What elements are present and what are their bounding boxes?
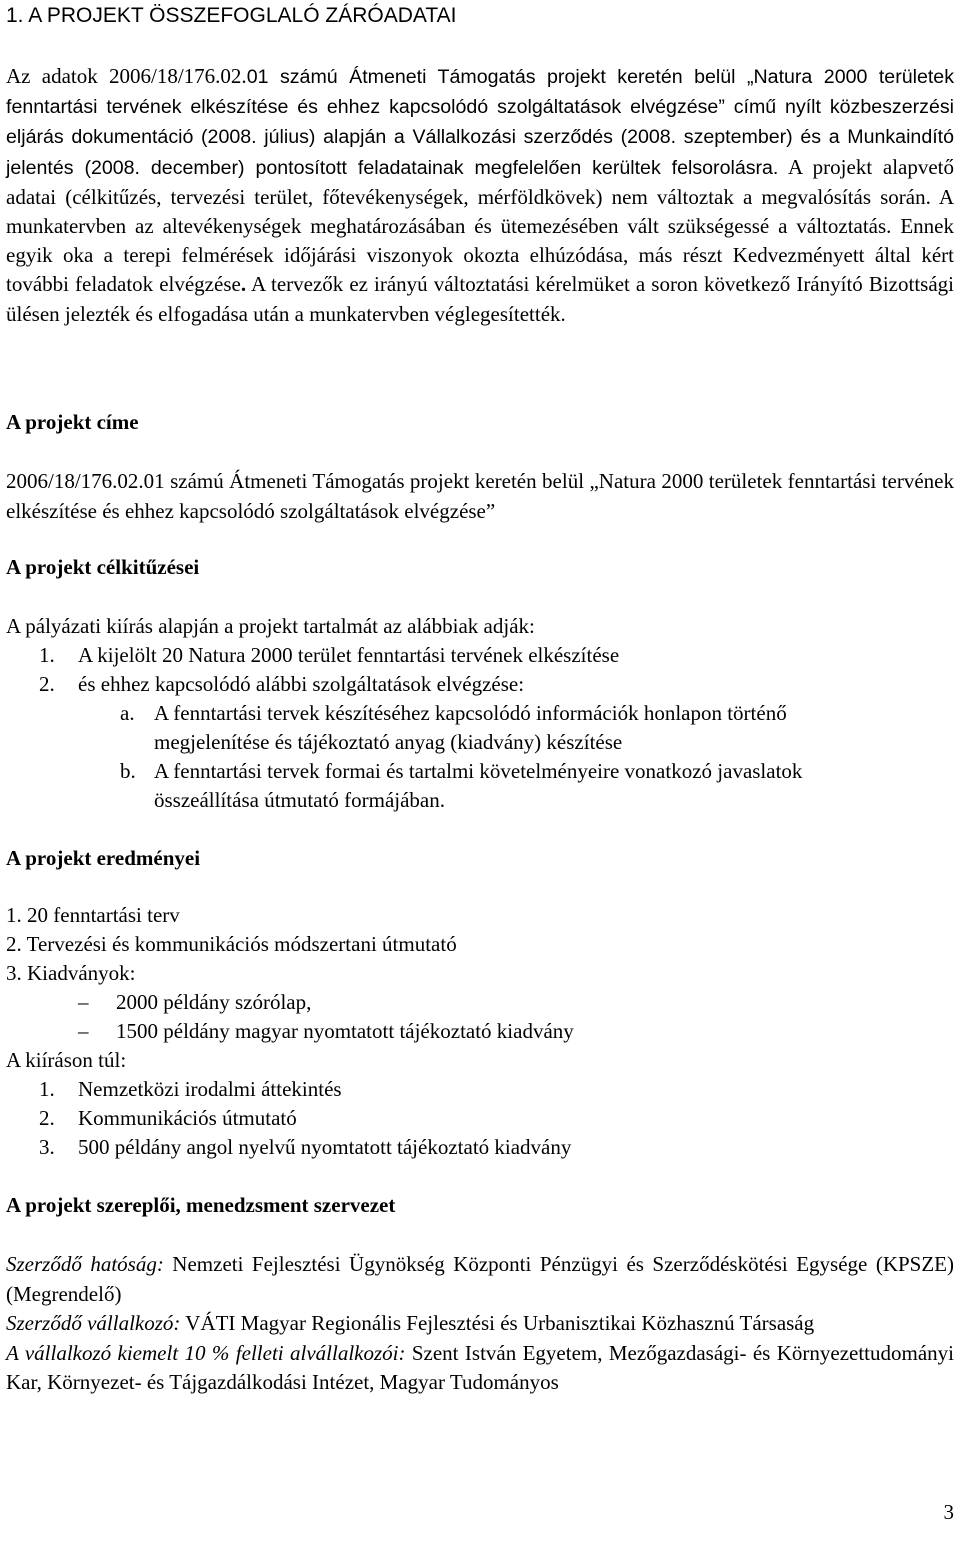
results-heading: A projekt eredményei [6, 846, 201, 870]
authority-text: Nemzeti Fejlesztési Ügynökség Központi Pénzügyi és Szerződéskötési Egysége (KPSZE) (Megrendelő) [6, 1252, 954, 1306]
goal-subitem-text: A fenntartási tervek formai és tartalmi követelményeire vonatkozó javaslatok [154, 759, 803, 783]
intro-text-prefix: Az adatok 2006/18/176.02. [6, 64, 247, 88]
intro-paragraph [6, 62, 954, 329]
beyond-item-text: Kommunikációs útmutató [78, 1106, 297, 1130]
goal-subitem-text: összeállítása útmutató formájában. [154, 788, 445, 812]
subcontractor-line [6, 1339, 954, 1398]
intro-bold-dot: . [240, 272, 247, 297]
contractor-line [6, 1309, 954, 1339]
publication-dash: – [78, 1019, 89, 1043]
intro-text-end: A tervezők ez irányú változtatási kérelmüket a soron következő Irányító Bizottsági ülésen jelezték és elfogadása után a munkatervben véglegesítették. [6, 272, 955, 326]
goal-item-text: A kijelölt 20 Natura 2000 terület fenntartási tervének elkészítése [78, 643, 620, 667]
publication-dash: – [78, 990, 89, 1014]
authority-line [6, 1250, 954, 1309]
goal-item-num: 2. [39, 672, 55, 696]
section-heading: 1. A PROJEKT ÖSSZEFOGLALÓ ZÁRÓADATAI [6, 4, 457, 27]
goal-item-num: 1. [39, 643, 55, 667]
contractor-label: Szerződő vállalkozó: [6, 1311, 181, 1335]
publication-item: 2000 példány szórólap, [116, 990, 312, 1014]
beyond-item-text: Nemzetközi irodalmi áttekintés [78, 1077, 342, 1101]
project-title-text: 2006/18/176.02.01 számú Átmeneti Támogatás projekt keretén belül „Natura 2000 területek fenntartási tervének elkészítése és ehhez kapcsolódó szolgáltatások elvégzése” [6, 469, 954, 523]
publication-item: 1500 példány magyar nyomtatott tájékoztató kiadvány [116, 1019, 574, 1043]
authority-label: Szerződő hatóság: [6, 1252, 164, 1276]
contractor-text: VÁTI Magyar Regionális Fejlesztési és Urbanisztikai Közhasznú Társaság [180, 1311, 815, 1335]
goal-subitem-text: A fenntartási tervek készítéséhez kapcsolódó információk honlapon történő [154, 701, 787, 725]
intro-text-serif: A projekt alapvető adatai (célkitűzés, tervezési terület, főtevékenységek, mérföldkövek) nem változtak a megvalósítás során. A munkatervben az altevékenységek meghatározásában és ütemezésében vált szükségessé a változtatás. Ennek egyik oka a terepi felmérések időjárási viszonyok okozta elhúzódása, más részt Kedvezményett által kért további feladatok elvégzése [6, 154, 955, 297]
beyond-label: A kiíráson túl: [6, 1048, 127, 1072]
subcontractor-label: A vállalkozó kiemelt 10 % felleti alvállalkozói: [6, 1340, 406, 1365]
intro-text-sans: 01 számú Átmeneti Támogatás projekt keretén belül „Natura 2000 területek fenntartási tervének elkészítése és ehhez kapcsolódó szolgáltatások elvégzése” című nyílt közbeszerzési eljárás dokumentáció (2008. július) alapján a Vállalkozási szerződés (2008. szeptember) és a Munkaindító jelentés (2008. december) pontosított feladatainak megfelelően kerültek felsorolásra. [6, 66, 954, 179]
result-item: 1. 20 fenntartási terv [6, 903, 180, 927]
subcontractor-text: Szent István Egyetem, Mezőgazdasági- és Környezettudományi Kar, Környezet- és Tájgazdálkodási Intézet, Magyar Tudományos [6, 1340, 955, 1394]
goal-subitem-text: megjelenítése és tájékoztató anyag (kiadvány) készítése [154, 730, 623, 754]
goal-subitem-num: a. [120, 701, 135, 725]
page-number: 3 [943, 1500, 954, 1524]
result-item: 2. Tervezési és kommunikációs módszertani útmutató [6, 932, 457, 956]
beyond-item-text: 500 példány angol nyelvű nyomtatott tájékoztató kiadvány [78, 1135, 572, 1159]
goals-lead: A pályázati kiírás alapján a projekt tartalmát az alábbiak adják: [6, 614, 535, 638]
beyond-item-num: 2. [39, 1106, 55, 1130]
goal-subitem-num: b. [120, 759, 136, 783]
result-item: 3. Kiadványok: [6, 961, 136, 985]
project-title-heading: A projekt címe [6, 410, 139, 434]
beyond-item-num: 1. [39, 1077, 55, 1101]
actors-list [6, 1250, 954, 1398]
goals-heading: A projekt célkitűzései [6, 555, 200, 579]
beyond-item-num: 3. [39, 1135, 55, 1159]
actors-heading: A projekt szereplői, menedzsment szervezet [6, 1193, 396, 1217]
goal-item-text: és ehhez kapcsolódó alábbi szolgáltatások elvégzése: [78, 672, 525, 696]
